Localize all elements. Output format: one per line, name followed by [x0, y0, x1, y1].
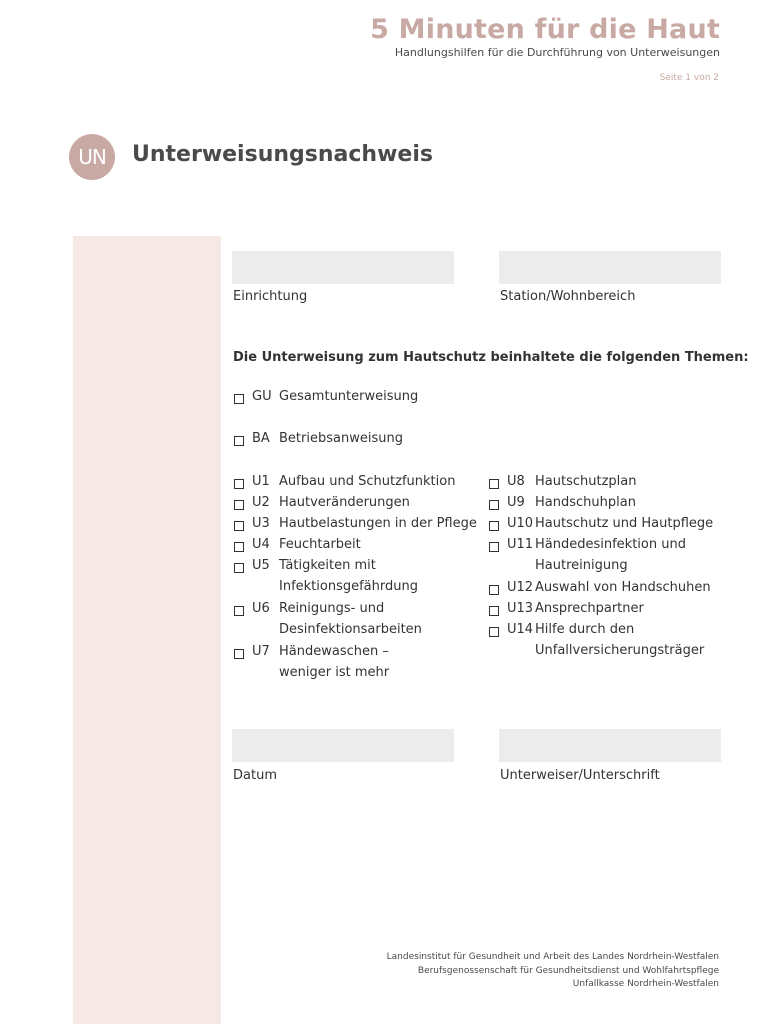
- checkbox[interactable]: [489, 479, 499, 489]
- checkbox[interactable]: [489, 521, 499, 531]
- topic-label: Aufbau und Schutzfunktion: [279, 474, 456, 489]
- topic-label: Händedesinfektion und: [535, 537, 686, 552]
- topic-code: U9: [507, 495, 525, 510]
- einrichtung-field[interactable]: [232, 251, 454, 284]
- topic-label: Hautbelastungen in der Pflege: [279, 516, 477, 531]
- unterweiser-field[interactable]: [499, 729, 721, 762]
- topic-label: Feuchtarbeit: [279, 537, 361, 552]
- topic-code: U6: [252, 601, 270, 616]
- checkbox[interactable]: [234, 500, 244, 510]
- checkbox[interactable]: [234, 436, 244, 446]
- topic-code: U5: [252, 558, 270, 573]
- checkbox[interactable]: [489, 500, 499, 510]
- topic-code: U2: [252, 495, 270, 510]
- topic-label-line2: Infektionsgefährdung: [279, 579, 418, 594]
- topic-code: GU: [252, 389, 272, 404]
- footer-line-3: Unfallkasse Nordrhein-Westfalen: [572, 979, 719, 989]
- topic-label: Hautschutzplan: [535, 474, 637, 489]
- brand-title: 5 Minuten für die Haut: [370, 14, 720, 45]
- topic-label-line2: Hautreinigung: [535, 558, 628, 573]
- topic-label: Handschuhplan: [535, 495, 636, 510]
- footer: [387, 951, 719, 992]
- topic-code: U12: [507, 580, 534, 595]
- checkbox[interactable]: [234, 542, 244, 552]
- topic-label-line2: weniger ist mehr: [279, 665, 390, 680]
- checkbox[interactable]: [234, 649, 244, 659]
- topic-label: Reinigungs- und: [279, 601, 385, 616]
- topic-label: Auswahl von Handschuhen: [535, 580, 711, 595]
- topic-label: Hautveränderungen: [279, 495, 410, 510]
- topic-code: U14: [507, 622, 534, 637]
- checkbox[interactable]: [489, 606, 499, 616]
- footer-line-2: Berufsgenossenschaft für Gesundheitsdienst und Wohlfahrtspflege: [417, 965, 719, 976]
- topics-heading: Die Unterweisung zum Hautschutz beinhaltete die folgenden Themen:: [233, 350, 749, 365]
- footer-line-1: Landesinstitut für Gesundheit und Arbeit des Landes Nordrhein-Westfalen: [386, 952, 719, 962]
- datum-label: Datum: [233, 768, 277, 783]
- topic-label: Hautschutz und Hautpflege: [535, 516, 714, 531]
- topic-code: U10: [507, 516, 534, 531]
- page-number: Seite 1 von 2: [659, 73, 719, 83]
- checkbox[interactable]: [234, 563, 244, 573]
- topic-label-line2: Unfallversicherungsträger: [535, 643, 705, 658]
- topic-label: Hilfe durch den: [535, 622, 635, 637]
- topic-label: Betriebsanweisung: [279, 431, 403, 446]
- topic-code: U8: [507, 474, 525, 489]
- un-badge-icon: UN: [69, 134, 115, 180]
- checkbox[interactable]: [234, 606, 244, 616]
- unterweiser-label: Unterweiser/Unterschrift: [500, 768, 660, 783]
- topic-code: BA: [252, 431, 270, 446]
- checkbox[interactable]: [234, 394, 244, 404]
- topic-code: U11: [507, 537, 534, 552]
- checkbox[interactable]: [489, 627, 499, 637]
- brand-subtitle: Handlungshilfen für die Durchführung von Unterweisungen: [394, 46, 720, 59]
- side-band: [73, 236, 221, 1024]
- datum-field[interactable]: [232, 729, 454, 762]
- topic-code: U13: [507, 601, 534, 616]
- einrichtung-label: Einrichtung: [233, 289, 308, 304]
- page-title: Unterweisungsnachweis: [132, 142, 433, 167]
- topic-code: U1: [252, 474, 270, 489]
- topic-label: Tätigkeiten mit: [279, 558, 376, 573]
- topic-label: Händewaschen –: [279, 644, 389, 659]
- topic-label: Gesamtunterweisung: [279, 389, 419, 404]
- checkbox[interactable]: [489, 542, 499, 552]
- station-label: Station/Wohnbereich: [500, 289, 636, 304]
- topic-label: Ansprechpartner: [535, 601, 644, 616]
- topic-label-line2: Desinfektionsarbeiten: [279, 622, 422, 637]
- checkbox[interactable]: [234, 479, 244, 489]
- topic-code: U4: [252, 537, 270, 552]
- topic-code: U3: [252, 516, 270, 531]
- station-field[interactable]: [499, 251, 721, 284]
- topic-code: U7: [252, 644, 270, 659]
- checkbox[interactable]: [234, 521, 244, 531]
- checkbox[interactable]: [489, 585, 499, 595]
